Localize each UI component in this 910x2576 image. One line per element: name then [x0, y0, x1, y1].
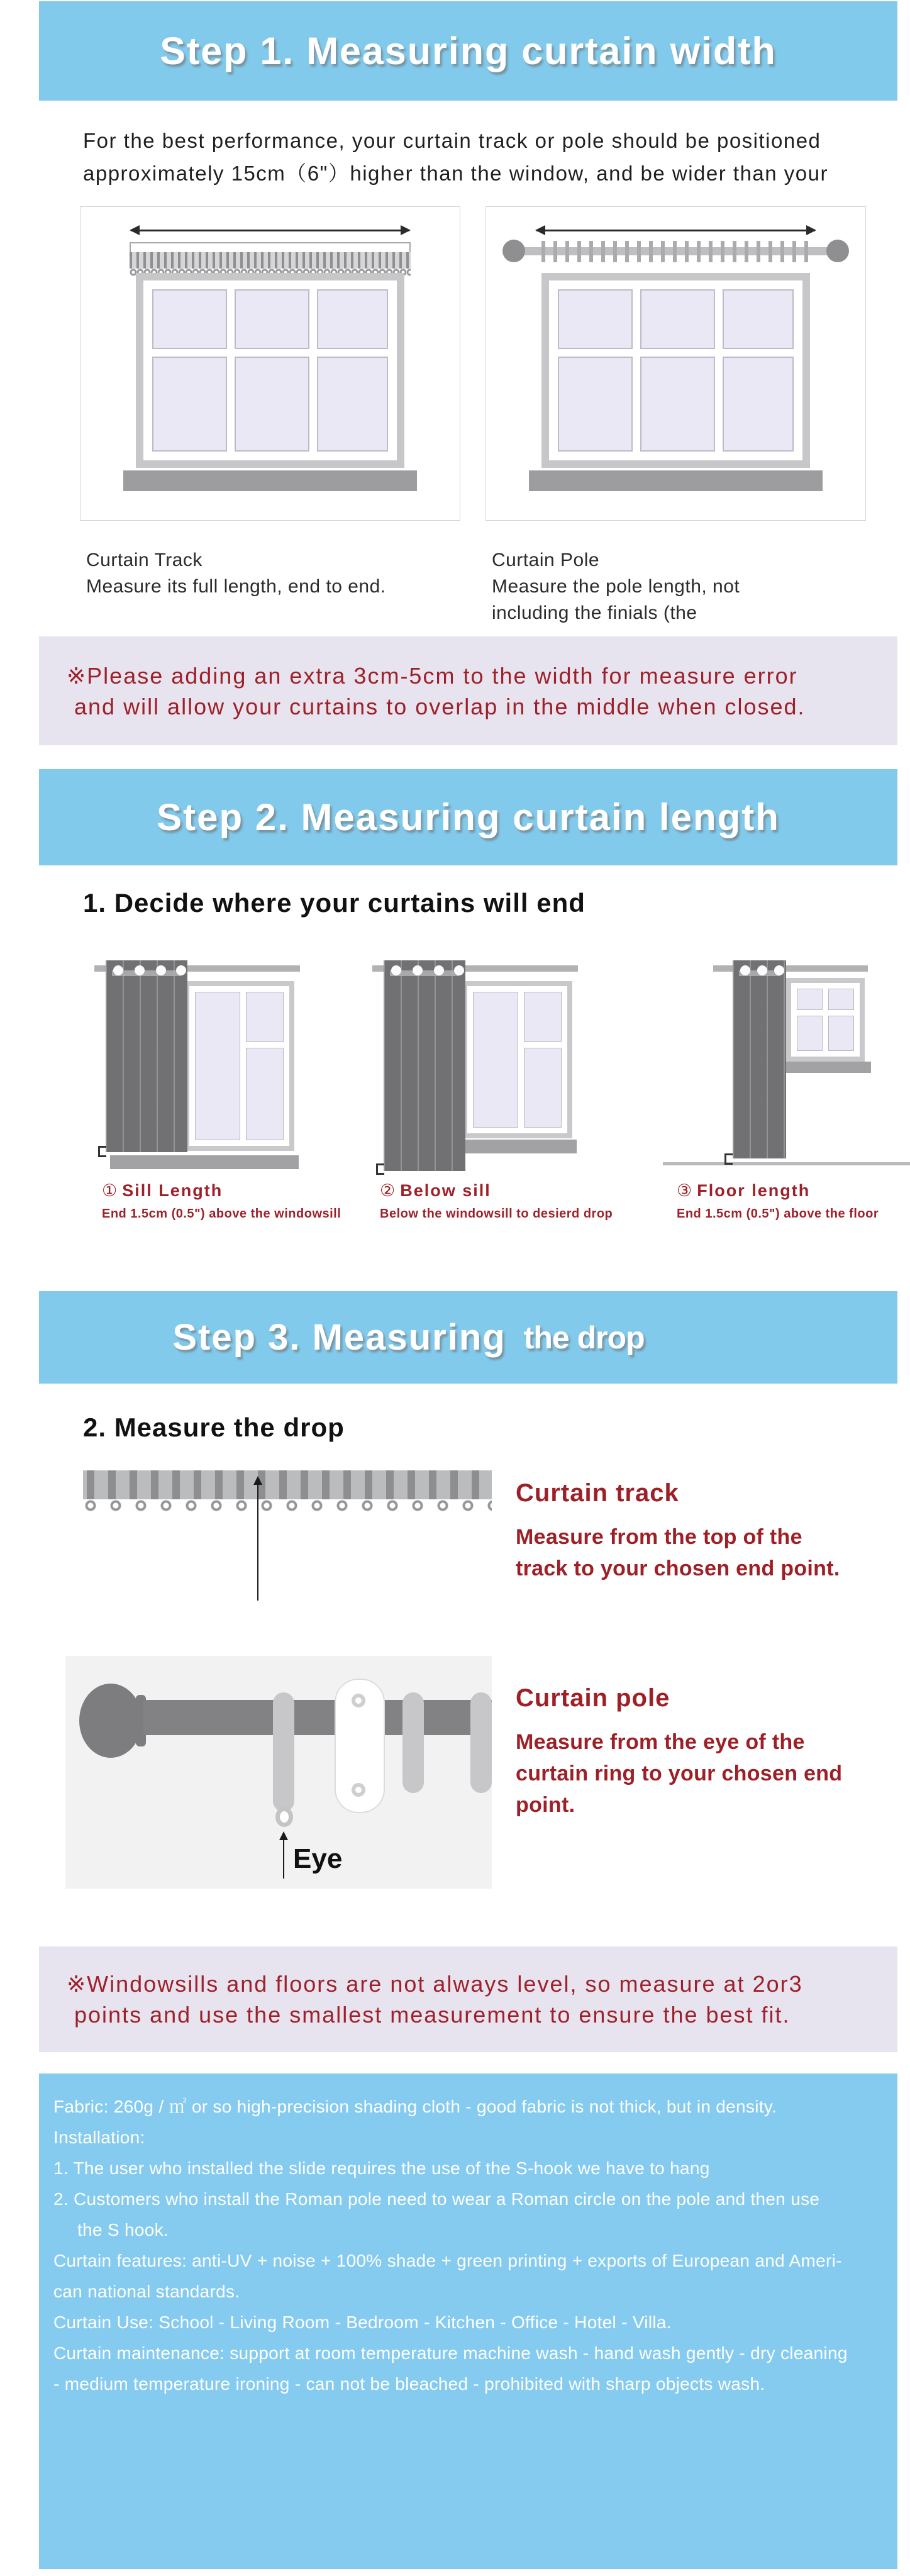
step1-banner-title: Step 1. Measuring curtain width: [160, 30, 777, 72]
window-inner-frame: [143, 280, 397, 460]
floor-length-caption: [677, 1181, 877, 1221]
sill-length-desc: End 1.5cm (0.5") above the windowsill: [102, 1207, 341, 1221]
windowsill-shape: [123, 470, 417, 491]
measure-end-mark: [376, 1163, 384, 1175]
window-inner-frame: [549, 280, 802, 460]
width-note-line-2: and will allow your curtains to overlap in the middle when closed.: [74, 693, 806, 719]
pole-rings-shape: [541, 241, 810, 262]
floor-length-desc: End 1.5cm (0.5") above the floor: [677, 1207, 879, 1221]
curtain-ring-with-eye-shape: [273, 1692, 294, 1812]
curtain-pole-caption-body-1: Measure the pole length, not: [492, 576, 740, 597]
curtain-pole-title: Curtain pole: [516, 1684, 670, 1712]
grommets-shape: [740, 965, 750, 975]
pole-drop-illustration: [65, 1656, 492, 1889]
circled-1-icon: ①: [102, 1181, 119, 1200]
measure-end-mark: [98, 1146, 106, 1157]
level-note-box: [39, 1946, 897, 2052]
measure-end-mark: [724, 1153, 733, 1165]
window-shape: [462, 981, 572, 1138]
curtain-pole-caption-title: Curtain Pole: [492, 550, 600, 570]
track-instruction-line-2: track to your chosen end point.: [516, 1557, 840, 1580]
track-drop-illustration: [83, 1470, 492, 1606]
floor-line-shape: [663, 1162, 910, 1165]
grommets-shape: [391, 965, 401, 975]
up-arrow-icon: [257, 1484, 258, 1601]
curtain-pole-text: [516, 1684, 842, 1821]
step2-banner-title: Step 2. Measuring curtain length: [157, 796, 780, 838]
curtain-shape: [384, 960, 465, 1171]
sill-length-illustration: [94, 950, 302, 1172]
step2-heading: 1. Decide where your curtains will end: [83, 888, 585, 918]
step3-banner-title: Step 3. Measuring: [172, 1317, 506, 1358]
info-maintenance-2: - medium temperature ironing - can not be bleached - prohibited with sharp objects wash.: [53, 2374, 765, 2394]
intro-line-2: approximately 15cm（6"）higher than the window, and be wider than your: [83, 162, 828, 185]
window-shape: [786, 978, 865, 1062]
curtain-track-caption-body: Measure its full length, end to end.: [86, 576, 386, 597]
curtain-track-title: Curtain track: [516, 1479, 679, 1507]
curtain-track-caption: [86, 547, 386, 600]
below-sill-illustration: [372, 950, 580, 1172]
floor-length-title: Floor length: [697, 1181, 811, 1200]
track-bar-shape: [83, 1470, 492, 1499]
width-note-box: [39, 636, 897, 745]
curtain-track-caption-title: Curtain Track: [86, 550, 203, 570]
product-info-box: [39, 2074, 897, 2569]
intro-line-1: For the best performance, your curtain track or pole should be positioned: [83, 129, 821, 152]
pole-instruction-line-2: curtain ring to your chosen end: [516, 1762, 843, 1785]
pole-instruction-line-1: Measure from the eye of the: [516, 1730, 805, 1754]
pole-bar-shape: [143, 1700, 492, 1735]
curtain-length-option-floor: [669, 950, 877, 1221]
info-use: Curtain Use: School - Living Room - Bedroom - Kitchen - Office - Hotel - Villa.: [53, 2312, 672, 2332]
level-note-line-1: ※Windowsills and floors are not always level, so measure at 2or3: [67, 1971, 803, 1997]
below-sill-caption: [380, 1181, 613, 1221]
curtain-length-option-sill: [94, 950, 341, 1221]
circled-3-icon: ③: [677, 1181, 694, 1200]
level-note-line-2: points and use the smallest measurement to ensure the best fit.: [74, 2002, 791, 2028]
track-slats-shape: [130, 252, 411, 269]
curtain-ring-shape: [402, 1692, 424, 1793]
info-installation: Installation:: [53, 2128, 145, 2147]
pole-instruction-line-3: point.: [516, 1793, 575, 1817]
curtain-shape: [106, 960, 187, 1152]
step3-banner: [39, 1291, 897, 1384]
floor-length-illustration: [669, 950, 877, 1172]
curtain-pole-caption: [492, 547, 740, 626]
step1-banner: [39, 1, 897, 101]
pole-finial-right-shape: [826, 240, 849, 262]
info-fabric: Fabric: 260g / ㎡ or so high-precision shading cloth - good fabric is not thick, but in density.: [53, 2097, 777, 2116]
width-measure-arrow-icon: [131, 230, 409, 231]
pole-finial-left-shape: [502, 240, 525, 262]
sill-length-caption: [102, 1181, 341, 1221]
circled-2-icon: ②: [380, 1181, 397, 1200]
info-install-1: 1. The user who installed the slide requires the use of the S-hook we have to hang: [53, 2158, 710, 2178]
info-features-2: can national standards.: [53, 2282, 240, 2301]
below-sill-title: Below sill: [400, 1181, 491, 1200]
step3-heading: 2. Measure the drop: [83, 1413, 345, 1442]
ring-eye-shape: [275, 1807, 293, 1827]
curtain-pole-caption-body-2: including the finials (the: [492, 602, 697, 623]
curtain-pole-window-illustration: [486, 206, 866, 521]
curtain-track-window-illustration: [80, 206, 460, 521]
track-hook-loops-shape: [83, 1499, 492, 1513]
info-features-1: Curtain features: anti-UV + noise + 100% shade + green printing + exports of European and Ameri-: [53, 2251, 842, 2270]
window-frame: [541, 273, 810, 468]
screw-icon: [352, 1783, 365, 1797]
windowsill-shape: [780, 1062, 871, 1073]
screw-icon: [352, 1694, 365, 1707]
window-frame: [136, 273, 404, 468]
info-install-2: 2. Customers who install the Roman pole need to wear a Roman circle on the pole and then use: [53, 2189, 820, 2209]
step1-intro-paragraph: [83, 125, 828, 190]
grommets-shape: [113, 965, 123, 975]
info-install-2b: the S hook.: [77, 2220, 169, 2240]
width-measure-arrow-icon: [536, 230, 815, 231]
window-shape: [184, 981, 294, 1151]
windowsill-shape: [529, 470, 823, 491]
up-arrow-icon: [283, 1840, 284, 1879]
curtain-shape: [733, 960, 786, 1158]
sill-length-title: Sill Length: [122, 1181, 223, 1200]
bracket-slot-shape: [348, 1711, 370, 1780]
curtain-length-option-below-sill: [372, 950, 613, 1221]
step3-banner-subtitle: the drop: [523, 1319, 645, 1355]
track-instruction-line-1: Measure from the top of the: [516, 1525, 802, 1549]
pole-finial-shape: [79, 1684, 142, 1758]
windowsill-shape: [110, 1155, 299, 1169]
curtain-ring-shape: [470, 1692, 492, 1793]
info-maintenance-1: Curtain maintenance: support at room temperature machine wash - hand wash gently - dry cleaning: [53, 2343, 848, 2363]
below-sill-desc: Below the windowsill to desierd drop: [380, 1207, 613, 1221]
step2-banner: [39, 769, 897, 865]
curtain-track-text: [516, 1479, 840, 1584]
eye-label: Eye: [293, 1843, 343, 1874]
width-note-line-1: ※Please adding an extra 3cm-5cm to the width for measure error: [67, 662, 798, 689]
